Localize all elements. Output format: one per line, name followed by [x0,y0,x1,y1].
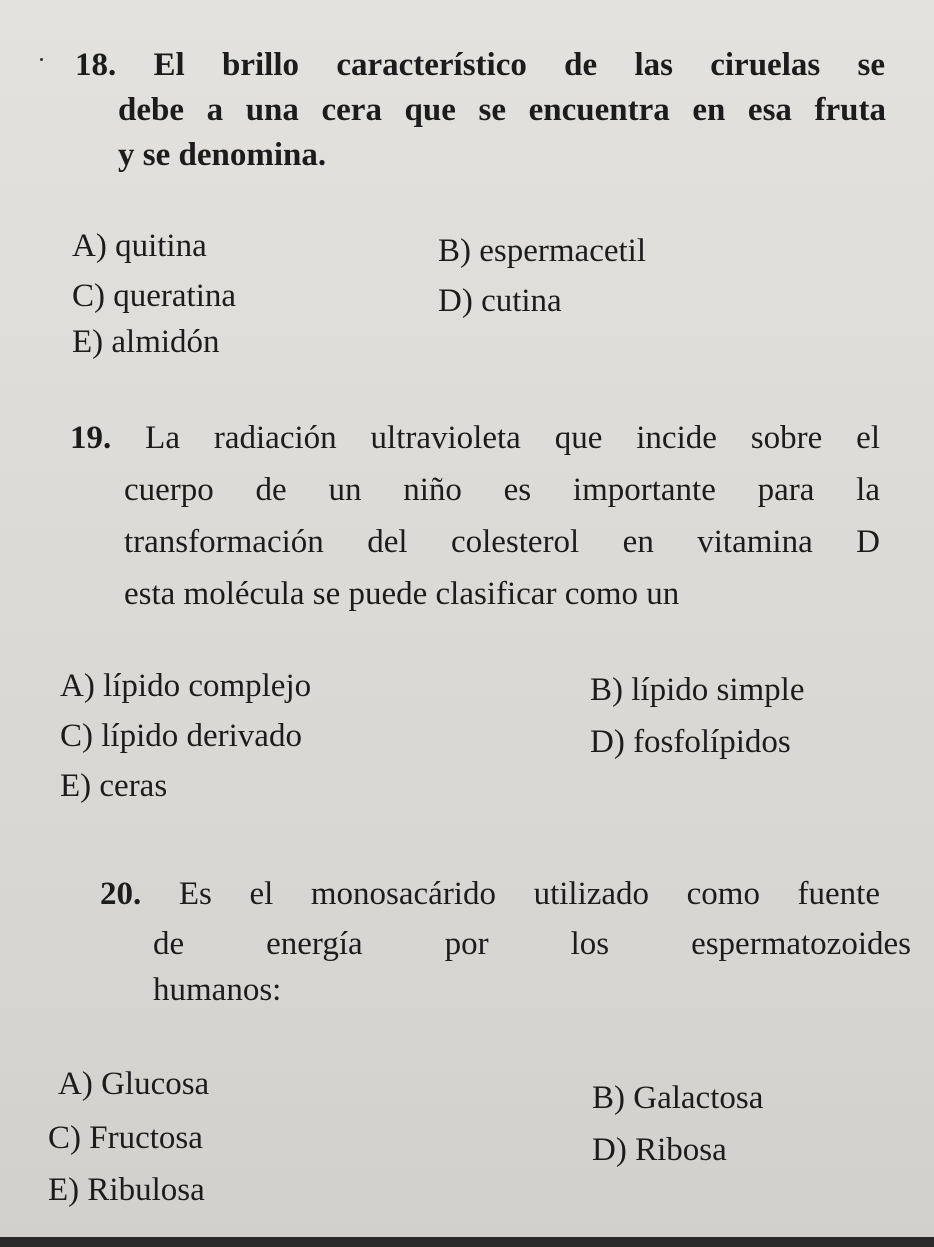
question-20-line-1 [100,874,880,914]
option-e: E) almidón [72,324,220,360]
question-18-line-1 [75,45,885,85]
ink-dot [40,58,43,61]
bottom-edge-shadow [0,1237,934,1247]
question-19-line-4: esta molécula se puede clasificar como un [124,576,680,612]
question-20-line-3: humanos: [153,972,282,1008]
question-19-line-1 [70,418,880,458]
option-a: A) lípido complejo [60,668,312,704]
question-19-line-2: cuerpo de un niño es importante para la [124,472,880,508]
question-text: Es el monosacárido utilizado como fuente [178,876,881,912]
option-c: C) Fructosa [48,1120,203,1156]
question-18-line-3: y se denomina. [118,137,327,173]
question-number: 19. [70,420,112,456]
question-text: El brillo característico de las ciruelas se [153,47,885,83]
question-20-line-2: de energía por los espermatozoides [153,926,911,962]
question-text: La radiación ultravioleta que incide sobre el [145,420,880,456]
question-18-line-2: debe a una cera que se encuentra en esa fruta [118,92,886,128]
question-number: 18. [75,47,117,83]
option-b: B) espermacetil [438,233,646,269]
question-19-line-3: transformación del colesterol en vitamina D [124,524,880,560]
option-e: E) ceras [60,768,168,804]
option-d: D) fosfolípidos [590,724,791,760]
option-a: A) quitina [72,228,207,264]
option-e: E) Ribulosa [48,1172,205,1208]
option-d: D) Ribosa [592,1132,727,1168]
option-c: C) queratina [72,278,237,314]
question-number: 20. [100,876,142,912]
option-d: D) cutina [438,283,562,319]
option-b: B) Galactosa [592,1080,764,1116]
option-a: A) Glucosa [58,1066,210,1102]
option-c: C) lípido derivado [60,718,302,754]
option-b: B) lípido simple [590,672,805,708]
